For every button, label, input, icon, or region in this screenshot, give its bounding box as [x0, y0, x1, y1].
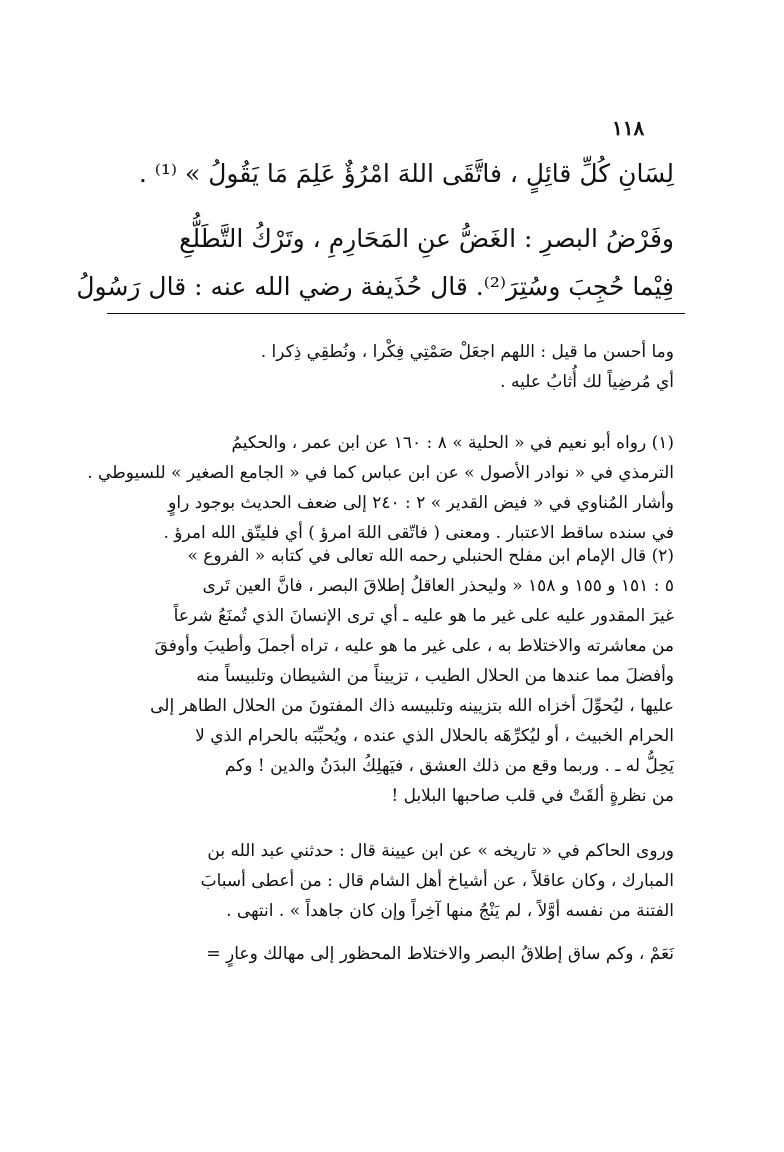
page-number: ١١٨ [612, 116, 645, 140]
main-text-line-1: لِسَانِ كُلِّ قائِلٍ ، فاتَّقَى اللهَ امْرُؤٌ عَلِمَ مَا يَقُولُ » ⁽¹⁾ . [138, 159, 674, 188]
footnote-line: وروى الحاكم في « تاريخه » عن ابن عيينة قال : حدثني عبد الله بن [207, 841, 674, 861]
footnote-continuation [102, 939, 674, 969]
footnote-line: الحرام الخبيث ، أو ليُكرِّهَه بالحلال الذي عنده ، ويُحبِّبَه بالحرام الذي لا [195, 726, 674, 746]
footnote-line: نَعَمْ ، وكم ساق إطلاقُ البصر والاختلاط المحظور إلى مهالك وعارٍ = [206, 944, 674, 964]
footnote-hakim-narration [102, 836, 674, 926]
footnote-line: يَحِلُّ له ـ . وربما وقع من ذلك العشق ، فيَهلِكُ البدَنُ والدين ! وكم [224, 756, 674, 776]
footnote-line: المبارك ، وكان عاقلاً ، عن أشياخ أهل الشام قال : من أعطى أسبابَ [200, 871, 674, 891]
footnote-line: من معاشرته والاختلاط به ، على غير ما هو عليه ، تراه أجملَ وأطيبَ وأوفقَ [154, 636, 674, 656]
footnote-line: في سنده ساقط الاعتبار . ومعنى ( فاتّقى اللهَ امرؤ ) أي فليتّق الله امرؤ . [163, 523, 674, 543]
footnote-2 [102, 541, 674, 811]
main-text-line-3: فِيْما حُجِبَ وسُتِرَ⁽²⁾. قال حُذَيفة رضي الله عنه : قال رَسُولُ [76, 272, 674, 301]
footnote-line: الفتنة من نفسه أوَّلاً ، لم يَنْجُ منها آخِراً وإن كان جاهداً » . انتهى . [226, 901, 674, 921]
main-text-line-2: وفَرْضُ البصرِ : الغَضُّ عنِ المَحَارِمِ ، وتَرْكُ التَّطَلُّعِ [179, 224, 674, 253]
footnote-line: وأشار المُناوي في « فيض القدير » ٢ : ٢٤٠ إلى ضعف الحديث بوجود راوٍ [168, 493, 674, 513]
footnote-line: وما أحسن ما قيل : اللهم اجعَلْ صَمْتِي فِكْرا ، ونُطقِي ذِكرا . [260, 342, 674, 362]
footnote-line: (١) رواه أبو نعيم في « الحلية » ٨ : ١٦٠ عن ابن عمر ، والحكيمُ [231, 433, 674, 453]
footnote-line: وأفضلَ مما عندها من الحلال الطيب ، تزييناً من الشيطان وتلبيساً منه [196, 666, 674, 686]
footnote-line: (٢) قال الإمام ابن مفلح الحنبلي رحمه الله تعالى في كتابه « الفروع » [187, 546, 674, 566]
footnote-line: غيرَ المقدور عليه على غير ما هو عليه ـ أي ترى الإنسانَ الذي تُمنَعُ شرعاً [173, 606, 674, 626]
footnote-line: ٥ : ١٥١ و ١٥٥ و ١٥٨ « وليحذر العاقلُ إطلاقَ البصر ، فانَّ العين تَرى [202, 576, 674, 596]
footnote-line: من نظرةٍ ألقَتْ في قلب صاحبها البلابل ! [391, 786, 674, 806]
footnote-line: أي مُرضِياً لك أُثابُ عليه . [500, 372, 674, 392]
footnote-separator-rule [107, 313, 685, 314]
footnote-intro-paragraph [102, 337, 674, 397]
footnote-line: الترمذي في « نوادر الأصول » عن ابن عباس كما في « الجامع الصغير » للسيوطي . [87, 463, 674, 483]
footnote-line: عليها ، ليُحوِّلَ أخزاه الله بتزيينه وتلبيسه ذاك المفتونَ من الحلال الطاهر إلى [150, 696, 674, 716]
footnote-1 [87, 428, 674, 548]
